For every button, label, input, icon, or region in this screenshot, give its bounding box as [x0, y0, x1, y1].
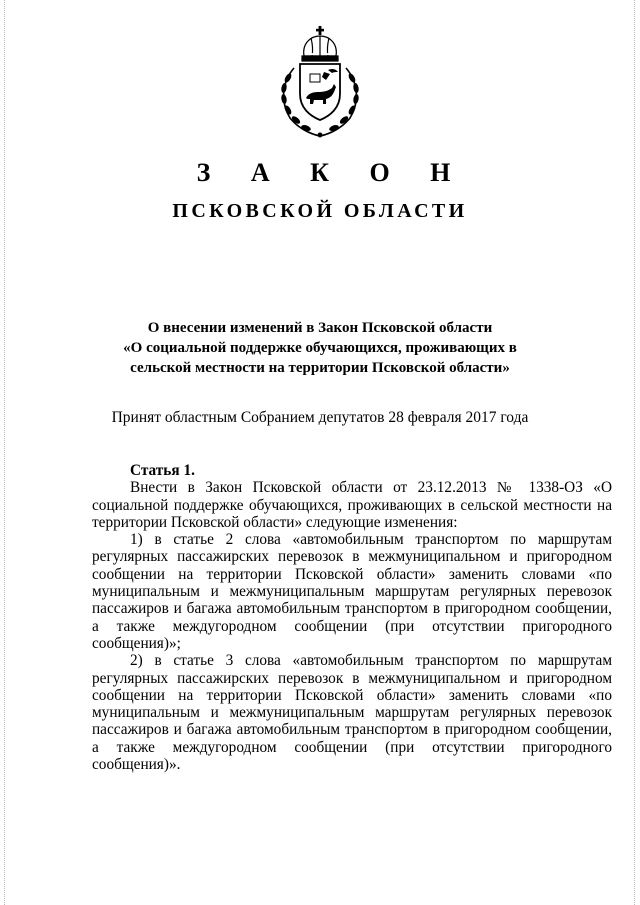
region-title: ПСКОВСКОЙ ОБЛАСТИ — [172, 200, 468, 222]
document-body — [92, 462, 612, 773]
law-title: З А К О Н — [196, 158, 468, 187]
document-heading — [100, 318, 540, 378]
heading-line-1: О внесении изменений в Закон Псковской области — [147, 320, 493, 336]
amendment-item-2: 2) в статье 3 слова «автомобильным транспортом по маршрутам регулярных пассажирских перевозок в межмуниципальном и пригородном сообщении на территории Псковской области» заменить словами «по муниципальным и межмуниципальным маршрутам регулярных перевозок пассажиров и багажа автомобильным транспортом в пригородном сообщении, а также междугородном сообщении (при отсутствии пригородного сообщения)». — [92, 652, 612, 774]
adoption-line: Принят областным Собранием депутатов 28 февраля 2017 года — [111, 409, 529, 426]
scan-edge-left — [4, 0, 5, 905]
article-intro: Внести в Закон Псковской области от 23.12.2013 № 1338-ОЗ «О социальной поддержке обучающихся, проживающих в сельской местности на территории Псковской области» следующие изменения: — [92, 479, 612, 531]
article-title: Статья 1. — [130, 462, 195, 479]
amendment-item-1: 1) в статье 2 слова «автомобильным транспортом по маршрутам регулярных пассажирских перевозок в межмуниципальном и пригородном сообщении на территории Псковской области» заменить словами «по муниципальным и межмуниципальным маршрутам регулярных перевозок пассажиров и багажа автомобильным транспортом в пригородном сообщении, а также междугородном сообщении (при отсутствии пригородного сообщения)»; — [92, 531, 612, 652]
scan-edge-right — [634, 0, 635, 905]
pskov-coat-of-arms-icon — [266, 24, 374, 140]
heading-line-2: «О социальной поддержке обучающихся, проживающих в сельской местности на территории Псковской области» — [123, 340, 517, 376]
